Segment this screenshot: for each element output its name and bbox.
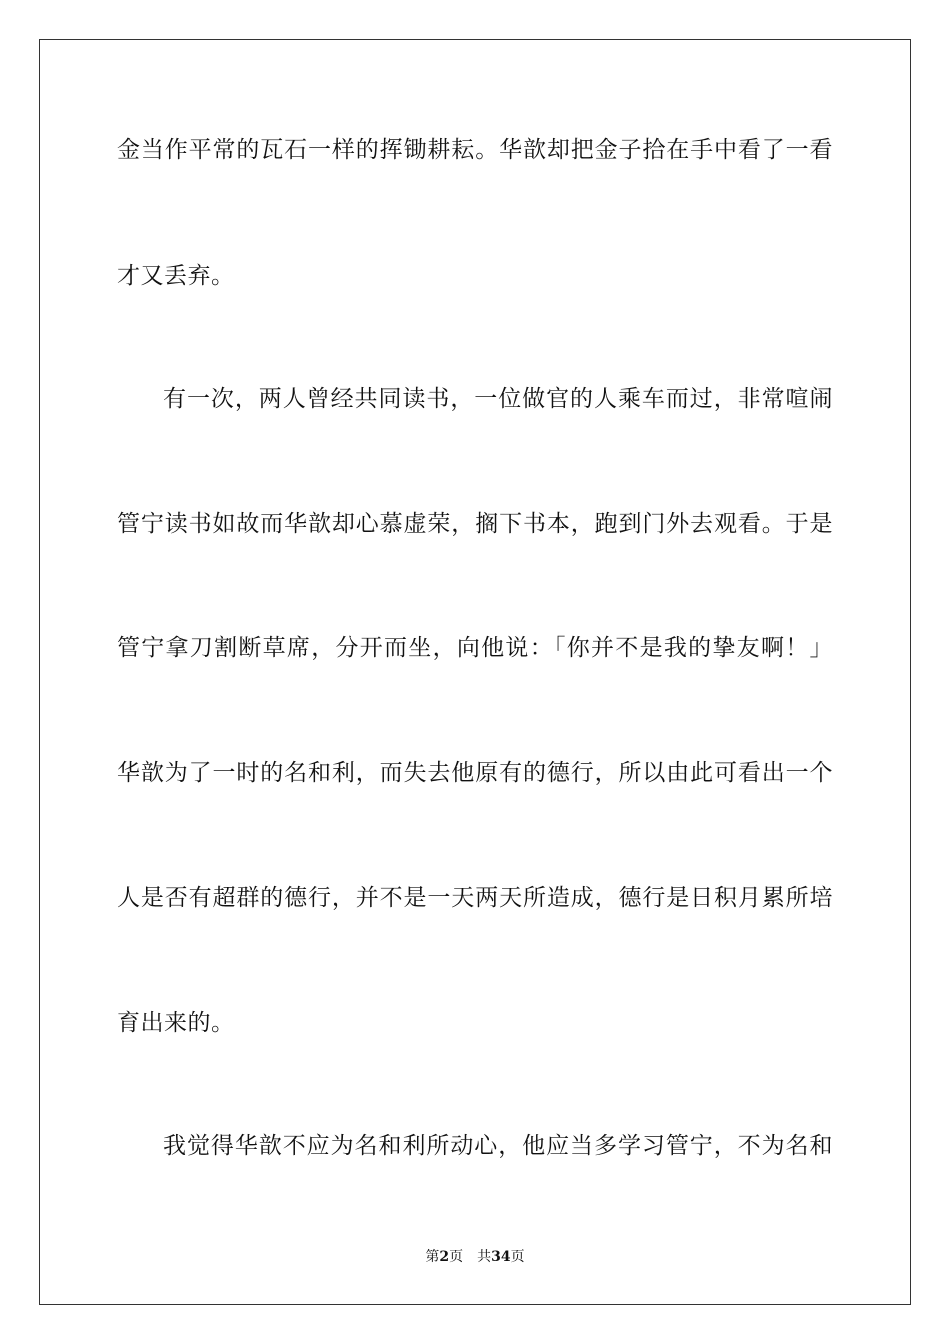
text-line-8: 育出来的。 [117,1010,235,1036]
text-line-1: 金当作平常的瓦石一样的挥锄耕耘。华歆却把金子拾在手中看了一看 [117,137,833,163]
text-line-7: 人是否有超群的德行，并不是一天两天所造成，德行是日积月累所培 [117,885,833,911]
page-current: 2 [439,1249,450,1265]
text-line-3: 有一次，两人曾经共同读书，一位做官的人乘车而过，非常喧闹 [163,386,833,412]
text-line-9: 我觉得华歆不应为名和利所动心，他应当多学习管宁，不为名和 [163,1133,833,1159]
text-line-5: 管宁拿刀割断草席，分开而坐，向他说：「你并不是我的挚友啊！」 [117,635,833,661]
text-line-2: 才又丢弃。 [117,263,235,289]
page-border [39,39,911,1305]
text-line-6: 华歆为了一时的名和利，而失去他原有的德行，所以由此可看出一个 [117,760,833,786]
page-suffix: 页 [449,1249,464,1265]
page-total: 34 [491,1249,511,1265]
total-suffix: 页 [510,1249,525,1265]
text-line-4: 管宁读书如故而华歆却心慕虚荣，搁下书本，跑到门外去观看。于是 [117,511,833,537]
total-prefix: 共 [477,1249,492,1265]
page-footer [0,1248,950,1266]
page-prefix: 第 [425,1249,440,1265]
